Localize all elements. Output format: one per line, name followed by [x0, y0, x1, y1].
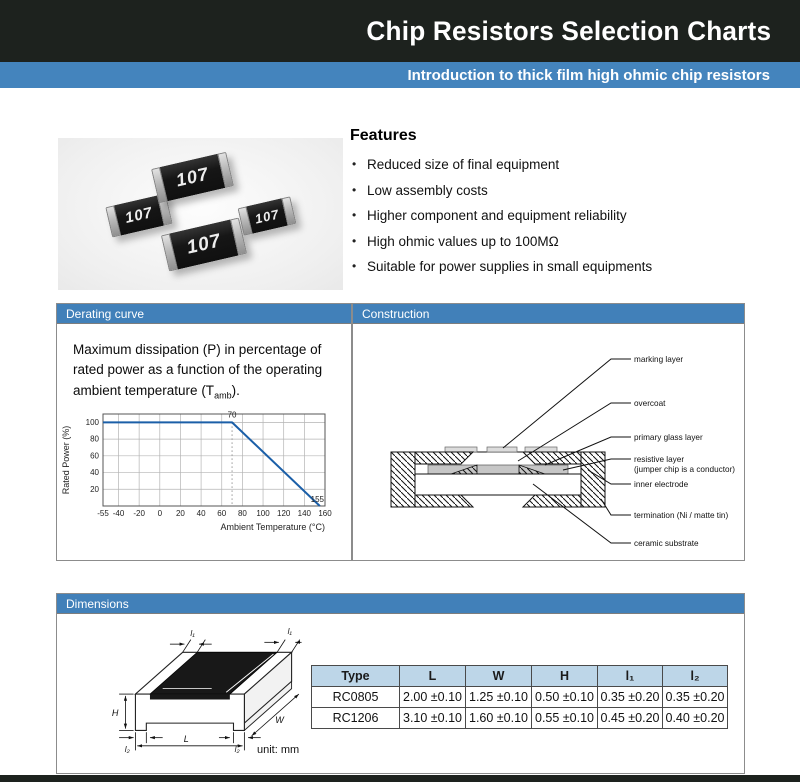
chip-marking: 107	[170, 220, 239, 270]
table-cell: 3.10 ±0.10	[400, 708, 466, 729]
x-tick-label: 140	[297, 509, 312, 518]
dimensions-panel	[56, 593, 745, 774]
construction-label: overcoat	[634, 399, 666, 408]
chip-resistor	[161, 217, 247, 271]
chip-element-front	[150, 694, 230, 699]
derating-description-text: Maximum dissipation (P) in percentage of rated power as a function of the operating ambient temperature (T	[73, 342, 323, 398]
derating-panel	[56, 303, 352, 561]
y-tick-label: 60	[90, 451, 99, 461]
x-tick-label: 100	[256, 509, 270, 518]
table-cell: 1.60 ±0.10	[466, 708, 532, 729]
table-cell: 0.55 ±0.10	[532, 708, 598, 729]
construction-panel	[352, 303, 745, 561]
annotation-155: 155	[310, 495, 324, 504]
page-title: Chip Resistors Selection Charts	[366, 15, 771, 46]
dim-label-l2: l₂	[234, 745, 240, 754]
y-tick-label: 80	[90, 434, 99, 444]
construction-label: inner electrode	[634, 480, 689, 489]
construction-label: resistive layer (jumper chip is a conductor)	[634, 455, 736, 474]
table-header-cell: Type	[312, 666, 400, 687]
page-subtitle: Introduction to thick film high ohmic chip resistors	[407, 66, 770, 84]
marking-layer-shape	[525, 447, 557, 452]
construction-label: marking layer	[634, 355, 684, 364]
dim-label-l2: l₂	[124, 745, 130, 754]
table-header-cell: W	[466, 666, 532, 687]
dim-label-h: H	[111, 707, 119, 718]
x-tick-label: -55	[97, 509, 109, 518]
x-tick-label: 60	[217, 509, 227, 518]
derating-description-post: ).	[231, 382, 240, 398]
dim-label-w: W	[275, 715, 284, 726]
construction-label: termination (Ni / matte tin)	[634, 511, 729, 520]
construction-label: ceramic substrate	[634, 539, 699, 548]
product-photo	[58, 138, 343, 290]
table-header-cell: H	[532, 666, 598, 687]
dim-label-l: L	[183, 734, 189, 745]
y-tick-label: 40	[90, 468, 99, 478]
features-section	[350, 127, 785, 285]
y-tick-label: 100	[85, 417, 99, 427]
footer-bar	[0, 775, 800, 782]
chip-marking: 107	[160, 154, 225, 201]
x-tick-label: 20	[175, 509, 185, 518]
chip-outline	[135, 652, 291, 730]
annotation-70: 70	[227, 410, 237, 420]
resistive-layer-shape	[428, 465, 568, 474]
dimensions-diagram	[75, 616, 303, 754]
derating-panel-title: Derating curve	[57, 304, 351, 324]
x-tick-label: -40	[112, 509, 125, 518]
derating-chart	[57, 406, 351, 536]
dimensions-panel-title: Dimensions	[57, 594, 744, 614]
construction-panel-title: Construction	[353, 304, 744, 324]
unit-note: unit: mm	[257, 744, 300, 756]
table-cell: 0.45 ±0.20	[598, 708, 663, 729]
table-cell: 2.00 ±0.10	[400, 687, 466, 708]
derating-line	[103, 422, 320, 506]
construction-label: primary glass layer	[634, 433, 703, 442]
features-list	[350, 157, 785, 274]
table-row	[312, 687, 728, 708]
feature-item: • Reduced size of final equipment	[350, 157, 785, 172]
feature-item: • Low assembly costs	[350, 183, 785, 198]
chip-resistor	[238, 196, 297, 235]
chip-marking: 107	[246, 198, 287, 233]
ceramic-substrate-shape	[415, 474, 581, 495]
page-header	[0, 0, 800, 62]
chip-marking: 107	[114, 195, 164, 235]
x-tick-label: -20	[133, 509, 145, 518]
table-cell: RC1206	[312, 708, 400, 729]
table-cell: 0.35 ±0.20	[598, 687, 663, 708]
features-heading: Features	[350, 127, 417, 144]
table-header-cell: l₂	[663, 666, 728, 687]
table-cell: RC0805	[312, 687, 400, 708]
x-tick-label: 40	[196, 509, 206, 518]
table-cell: 1.25 ±0.10	[466, 687, 532, 708]
dim-label-l1: l₁	[287, 627, 292, 637]
table-cell: 0.50 ±0.10	[532, 687, 598, 708]
marking-layer-shape	[487, 447, 517, 452]
subtitle-bar	[0, 62, 800, 88]
table-header-cell: l₁	[598, 666, 663, 687]
derating-description-sub: amb	[214, 390, 232, 401]
chip-resistor	[151, 152, 234, 203]
x-tick-label: 120	[277, 509, 291, 518]
table-row	[312, 708, 728, 729]
leader-lines	[503, 359, 631, 543]
derating-description	[73, 340, 338, 403]
table-header-cell: L	[400, 666, 466, 687]
x-tick-label: 160	[318, 509, 332, 518]
y-tick-label: 20	[90, 484, 99, 494]
construction-diagram	[353, 324, 744, 560]
table-cell: 0.40 ±0.20	[663, 708, 728, 729]
dimensions-table	[311, 665, 728, 729]
table-header-row	[312, 666, 728, 687]
feature-item: • Higher component and equipment reliability	[350, 208, 785, 223]
x-axis-label: Ambient Temperature (°C)	[220, 522, 325, 532]
x-tick-label: 0	[157, 509, 163, 518]
dim-label-l1: l₁	[190, 628, 195, 638]
marking-layer-shape	[445, 447, 477, 452]
table-cell: 0.35 ±0.20	[663, 687, 728, 708]
feature-item: • High ohmic values up to 100MΩ	[350, 234, 785, 249]
x-tick-label: 80	[237, 509, 247, 518]
construction-labels	[634, 355, 735, 548]
y-axis-label: Rated Power (%)	[61, 425, 71, 495]
feature-item: • Suitable for power supplies in small equipments	[350, 259, 785, 274]
